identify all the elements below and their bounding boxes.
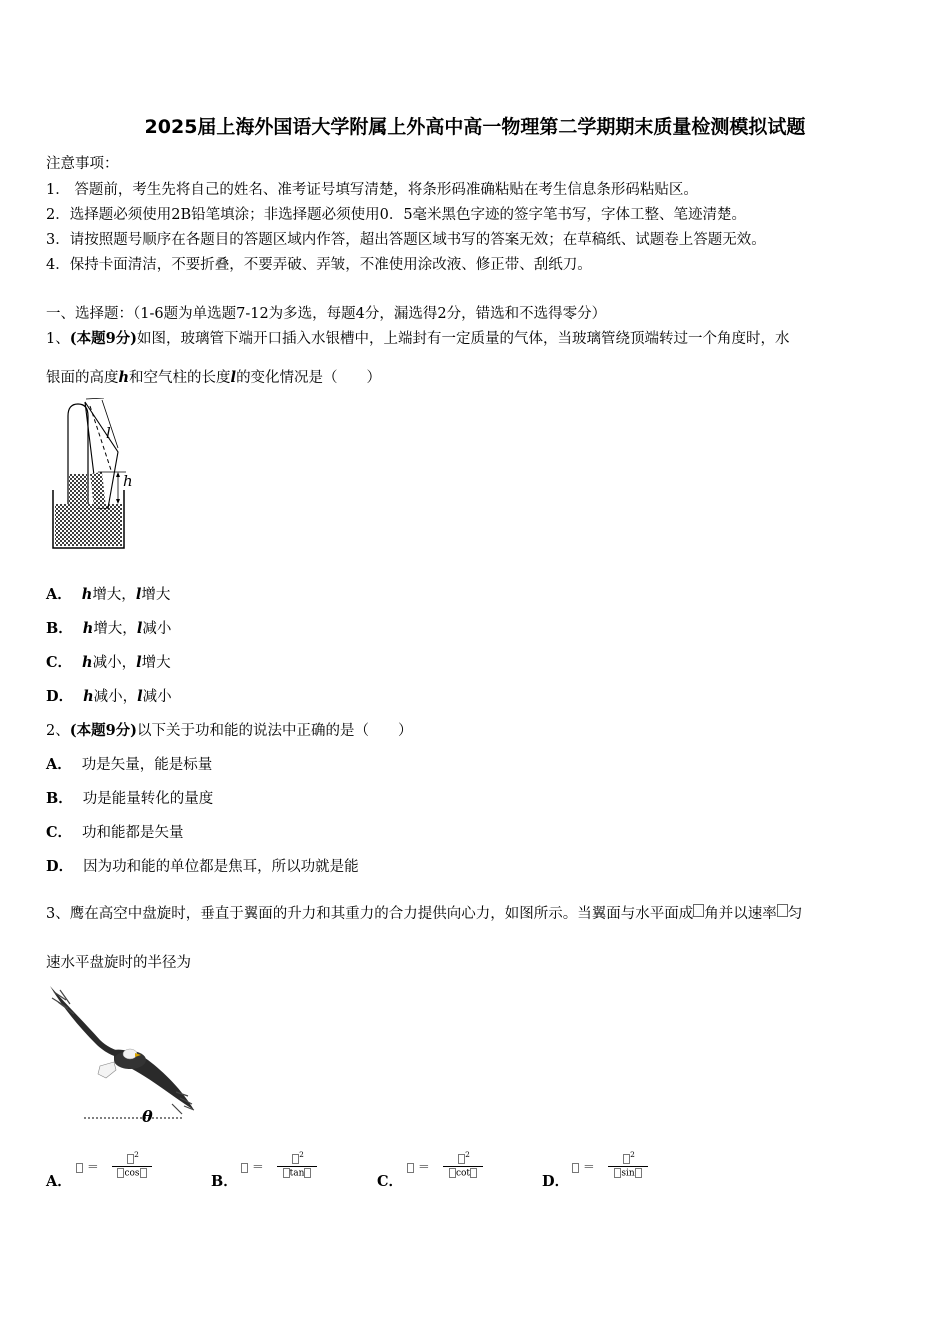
q3-text: 匀 [787,906,803,922]
q1-var-l: l [230,369,237,386]
option-label: D． [542,1173,570,1190]
formula [572,1152,662,1188]
option-label: B． [46,790,73,807]
q1-stem-line1 [46,327,790,348]
notes-heading: 注意事项： [46,156,119,172]
q1-score: (本题9分) [69,330,138,347]
option-label: A． [46,586,72,603]
missing-symbol-icon [777,904,788,917]
q1-text: 的变化情况是（ ） [236,370,382,386]
missing-symbol-icon [241,1163,248,1173]
q3-eagle-figure [44,982,200,1128]
note-item: 3．请按照题号顺序在各题目的答题区域内作答，超出答题区域书写的答案无效；在草稿纸、试题卷上答题无效。 [46,232,766,248]
missing-symbol-icon [693,904,704,917]
option-label: B． [46,620,73,637]
formula [407,1152,497,1188]
option-var: l [136,620,143,637]
option-text: 减小， [93,689,138,705]
formula-exponent: 2 [299,1150,304,1159]
option-var: l [137,688,143,705]
option-label: A． [46,756,72,773]
q3-figure-label-theta: θ [142,1107,153,1126]
option-text: 功和能都是矢量 [82,825,184,841]
formula-denominator: cot [455,1168,471,1179]
option-text: 因为功和能的单位都是焦耳，所以功就是能 [83,859,359,875]
page-title: 2025届上海外国语大学附属上外高中高一物理第二学期期末质量检测模拟试题 [144,116,806,138]
q2-score: (本题9分) [69,722,138,739]
q2-text: 以下关于功和能的说法中正确的是（ ） [137,723,413,739]
missing-symbol-icon [635,1168,642,1178]
q1-option-a[interactable] [46,583,170,604]
q3-stem-line1 [46,902,802,923]
missing-symbol-icon [470,1168,477,1178]
option-text: 减小， [92,655,137,671]
missing-symbol-icon [140,1168,147,1178]
note-item: 1． 答题前，考生先将自己的姓名、准考证号填写清楚，将条形码准确粘贴在考生信息条形码粘贴区。 [46,182,698,198]
option-var: l [135,586,142,603]
option-var: h [82,654,93,671]
q1-text: 和空气柱的长度 [129,370,231,386]
missing-symbol-icon [76,1163,83,1173]
q2-stem [46,719,413,740]
formula-exponent: 2 [134,1150,139,1159]
formula-exponent: 2 [630,1150,635,1159]
formula-denominator: tan [289,1168,305,1179]
formula [241,1152,331,1188]
missing-symbol-icon [283,1168,290,1178]
q2-option-b[interactable] [46,787,213,808]
option-var: l [136,654,142,671]
option-text: 增大 [141,655,171,671]
option-label: C． [46,824,73,841]
option-label: D． [46,688,74,705]
option-text: 功是矢量，能是标量 [81,757,213,773]
formula-eq: ＝ [582,1160,595,1174]
q2-number: 2、 [46,723,70,739]
option-text: 增大， [92,587,136,603]
option-var: h [81,586,93,603]
missing-symbol-icon [572,1163,579,1173]
q2-option-c[interactable] [46,821,184,842]
option-label: B． [211,1173,238,1190]
formula-exponent: 2 [465,1150,470,1159]
missing-symbol-icon [304,1168,311,1178]
q1-figure-label-h: h [123,472,133,490]
option-text: 增大， [93,621,137,637]
option-label: A． [46,1173,72,1190]
q1-stem-line2 [46,366,381,387]
q3-text: 3、鹰在高空中盘旋时，垂直于翼面的升力和其重力的合力提供向心力，如图所示。当翼面与水平面成 [46,906,694,922]
formula-eq: ＝ [417,1160,430,1174]
option-text: 功是能量转化的量度 [82,791,214,807]
formula-denominator: cos [124,1168,140,1179]
q2-option-a[interactable] [46,753,212,774]
option-label: C． [377,1173,404,1190]
section-heading: 一、选择题：（1-6题为单选题7-12为多选，每题4分，漏选得2分，错选和不选得零分） [46,306,607,322]
fraction-bar [277,1166,317,1167]
q1-option-b[interactable] [46,617,171,638]
q1-text: 银面的高度 [46,370,119,386]
q1-figure-label-l: l [106,424,111,442]
option-text: 减小 [142,689,172,705]
option-var: h [83,688,94,705]
option-label: C． [46,654,73,671]
q1-number: 1、 [46,331,70,347]
missing-symbol-icon [407,1163,414,1173]
q1-option-c[interactable] [46,651,171,672]
q1-tube-figure [50,398,140,550]
option-label: D． [46,858,74,875]
formula-eq: ＝ [251,1160,264,1174]
note-item: 2．选择题必须使用2B铅笔填涂；非选择题必须使用0．5毫米黑色字迹的签字笔书写，字体工整、笔迹清楚。 [46,207,747,223]
q3-stem-line2: 速水平盘旋时的半径为 [46,955,191,971]
fraction-bar [443,1166,483,1167]
note-item: 4．保持卡面清洁，不要折叠，不要弄破、弄皱，不准使用涂改液、修正带、刮纸刀。 [46,257,592,273]
q1-option-d[interactable] [46,685,172,706]
missing-symbol-icon [449,1168,456,1178]
formula-eq: ＝ [86,1160,99,1174]
fraction-bar [112,1166,152,1167]
formula [76,1152,166,1188]
option-text: 增大 [141,587,171,603]
option-var: h [82,620,94,637]
q1-text: 如图，玻璃管下端开口插入水银槽中，上端封有一定质量的气体，当玻璃管绕顶端转过一个角度时，水 [137,331,790,347]
q3-text: 角并以速率 [704,906,777,922]
q2-option-d[interactable] [46,855,359,876]
formula-denominator: sin [621,1168,635,1179]
fraction-bar [608,1166,648,1167]
option-text: 减小 [142,621,172,637]
q1-var-h: h [118,369,130,386]
